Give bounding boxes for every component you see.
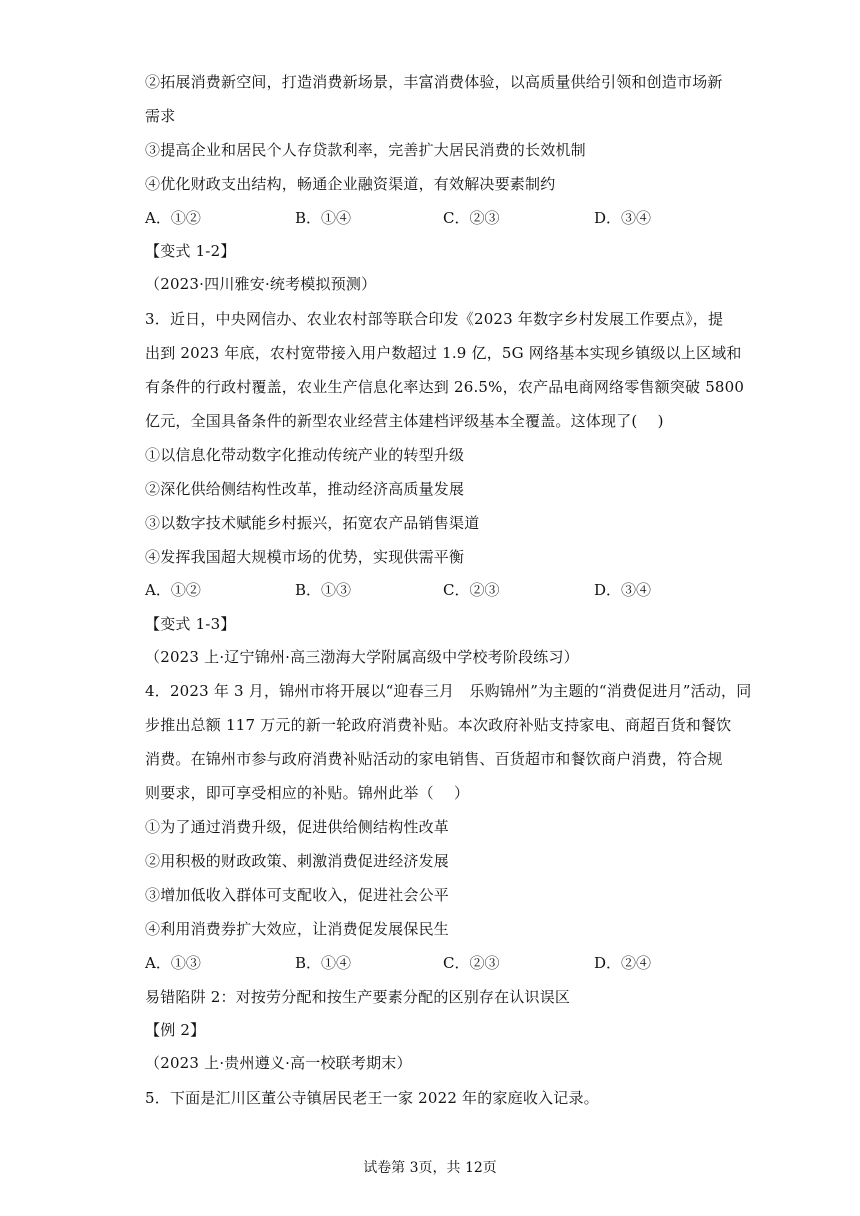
variant-1-2-heading: 【变式 1-2】 xyxy=(145,242,236,260)
variant-1-3-heading: 【变式 1-3】 xyxy=(145,615,236,633)
option-d: D．③④ xyxy=(594,581,652,599)
option-c: C．②③ xyxy=(443,209,500,227)
example-2-source: （2023 上·贵州遵义·高一校联考期末） xyxy=(145,1054,412,1072)
variant-1-3-source: （2023 上·辽宁锦州·高三渤海大学附属高级中学校考阶段练习） xyxy=(145,648,579,666)
option-a: A．①② xyxy=(145,209,201,227)
option-d: D．③④ xyxy=(594,209,652,227)
q2-options xyxy=(145,208,705,228)
q3-stem-line-2: 出到 2023 年底，农村宽带接入用户数超过 1.9 亿，5G 网络基本实现乡镇级以上区域和 xyxy=(145,344,742,362)
trap-2-title: 易错陷阱 2：对按劳分配和按生产要素分配的区别存在认识误区 xyxy=(145,988,571,1006)
option-b: B．①③ xyxy=(295,581,352,599)
q4-options xyxy=(145,953,705,973)
q4-stem-line-1: 4．2023 年 3 月，锦州市将开展以“迎春三月 乐购锦州”为主题的“消费促进月”活动，同 xyxy=(145,682,752,700)
q2-choice-3: ③提高企业和居民个人存贷款利率，完善扩大居民消费的长效机制 xyxy=(145,141,586,159)
option-b: B．①④ xyxy=(295,954,352,972)
q3-options xyxy=(145,580,705,600)
q3-choice-1: ①以信息化带动数字化推动传统产业的转型升级 xyxy=(145,446,465,464)
q4-choice-1: ①为了通过消费升级，促进供给侧结构性改革 xyxy=(145,818,450,836)
q4-stem-line-3: 消费。在锦州市参与政府消费补贴活动的家电销售、百货超市和餐饮商户消费，符合规 xyxy=(145,750,723,768)
q2-choice-4: ④优化财政支出结构，畅通企业融资渠道，有效解决要素制约 xyxy=(145,175,556,193)
q2-choice-2-line-1: ②拓展消费新空间，打造消费新场景，丰富消费体验，以高质量供给引领和创造市场新 xyxy=(145,73,723,91)
q3-stem-line-4: 亿元，全国具备条件的新型农业经营主体建档评级基本全覆盖。这体现了( ) xyxy=(145,412,664,430)
q3-stem-line-1: 3．近日，中央网信办、农业农村部等联合印发《2023 年数字乡村发展工作要点》，提 xyxy=(145,310,724,328)
option-c: C．②③ xyxy=(443,581,500,599)
q4-stem-line-4: 则要求，即可享受相应的补贴。锦州此举（ ） xyxy=(145,784,470,802)
q2-choice-2-line-2: 需求 xyxy=(145,107,176,125)
q3-choice-4: ④发挥我国超大规模市场的优势，实现供需平衡 xyxy=(145,548,465,566)
example-2-heading: 【例 2】 xyxy=(145,1021,206,1039)
q4-choice-3: ③增加低收入群体可支配收入，促进社会公平 xyxy=(145,886,450,904)
q4-stem-line-2: 步推出总额 117 万元的新一轮政府消费补贴。本次政府补贴支持家电、商超百货和餐饮 xyxy=(145,716,732,734)
option-c: C．②③ xyxy=(443,954,500,972)
q5-stem: 5．下面是汇川区董公寺镇居民老王一家 2022 年的家庭收入记录。 xyxy=(145,1089,599,1107)
page-footer: 试卷第 3页，共 12页 xyxy=(363,1160,497,1176)
q4-choice-4: ④利用消费券扩大效应，让消费促发展保民生 xyxy=(145,920,450,938)
option-a: A．①② xyxy=(145,581,201,599)
variant-1-2-source: （2023·四川雅安·统考模拟预测） xyxy=(145,275,377,293)
option-b: B．①④ xyxy=(295,209,352,227)
q3-choice-2: ②深化供给侧结构性改革，推动经济高质量发展 xyxy=(145,480,465,498)
option-d: D．②④ xyxy=(594,954,652,972)
q3-choice-3: ③以数字技术赋能乡村振兴，拓宽农产品销售渠道 xyxy=(145,514,480,532)
option-a: A．①③ xyxy=(145,954,201,972)
q3-stem-line-3: 有条件的行政村覆盖，农业生产信息化率达到 26.5%，农产品电商网络零售额突破 5800 xyxy=(145,378,745,396)
q4-choice-2: ②用积极的财政政策、刺激消费促进经济发展 xyxy=(145,852,450,870)
